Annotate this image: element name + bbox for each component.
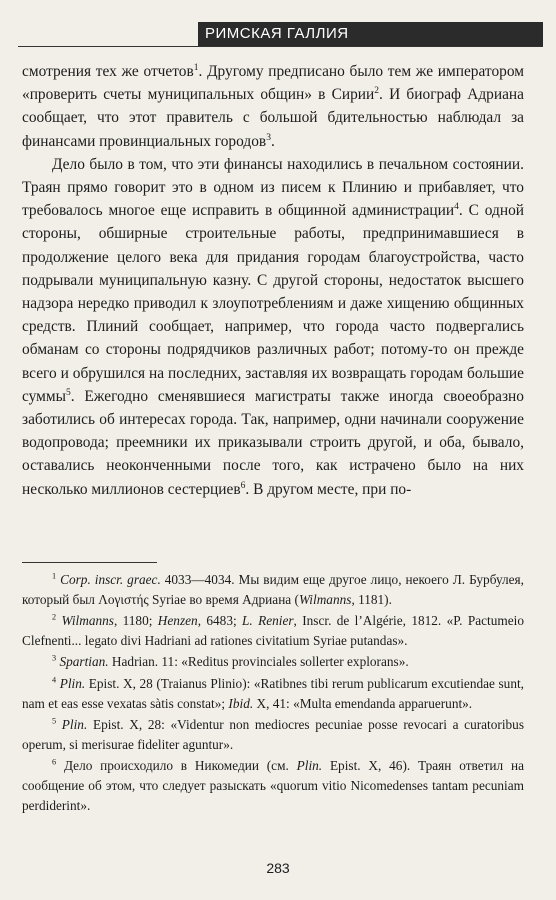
- text-run: . Ежегодно сменявшиеся магистраты также иногда своеобразно заботились об интересах города. Так, например, одни начинали сооружение водопровода; преемники их приказывали строить другой, и оба, бывало, оставались неоконченными после того, как истрачено было на них несколько миллионов сестерциев: [22, 387, 524, 498]
- footnote-citation: Henzen: [157, 613, 198, 629]
- footnote-citation: Corp. inscr. graec.: [60, 572, 161, 587]
- footnote-citation: Wilmanns: [61, 613, 114, 629]
- main-text: [22, 60, 524, 501]
- text-run: . С одной стороны, обширные строительные работы, предпринимавшиеся в продолжение целого века для придания городам благоустройства, часто подрывали муниципальную казну. С другой стороны, недостаток высшего надзора нередко приводил к злоупотреблениям и даже хищению общинных средств. Плиний сообщает, например, что города часто подвергались обманам со стороны подрядчиков различных работ; потому-то он прежде всего и обрушился на последних, заставляя их возвращать городам большие суммы: [22, 202, 524, 405]
- footnote: [22, 570, 524, 609]
- header-rule: [18, 46, 543, 47]
- footnote-number: 2: [52, 612, 57, 622]
- footnote-text: 4033—4034. Мы видим еще другое лицо, некоего Л. Бурбулея, который был Λογιστής Syriae во время Адриана (: [22, 572, 524, 607]
- footnote: [22, 652, 524, 672]
- footnote-ref: 6: [240, 479, 246, 491]
- footnote-ref: 4: [454, 201, 459, 213]
- footnote-number: 6: [52, 757, 57, 767]
- footnote-citation: Plin.: [296, 758, 323, 774]
- text-run: . В другом месте, при по-: [245, 480, 412, 498]
- text-run: .: [270, 132, 275, 150]
- footnote-ref: 5: [65, 386, 71, 398]
- footnote-ref: 3: [266, 131, 271, 143]
- paragraph-1: [22, 60, 524, 153]
- footnote-text: Hadrian. 11: «Reditus provinciales sollerter explorans».: [108, 654, 409, 670]
- footnote-text: , 1181).: [351, 591, 392, 607]
- footnote-text: , 1180;: [113, 613, 158, 629]
- footnote-number: 1: [52, 571, 57, 581]
- footnote-citation: Plin.: [59, 675, 86, 691]
- footnote-text: Дело происходило в Никомедии (см.: [63, 758, 297, 774]
- footnote-separator: [22, 562, 157, 563]
- paragraph-2: [22, 153, 524, 501]
- footnote-number: 5: [52, 716, 57, 726]
- running-header-title: РИМСКАЯ ГАЛЛИЯ: [205, 25, 349, 42]
- footnote-ref: 1: [193, 61, 199, 73]
- footnote-citation: Spartian.: [59, 654, 109, 670]
- footnote: [22, 756, 524, 815]
- footnote: [22, 611, 524, 650]
- footnote-number: 3: [52, 653, 57, 663]
- footnotes: [22, 570, 524, 817]
- footnote-citation: Ibid.: [228, 695, 254, 711]
- text-run: смотрения тех же отчетов: [22, 63, 194, 80]
- footnote-text: Epist. X, 46). Траян ответил на сообщение об этом, что следует разыскать «quorum vitio Nicomedenses tantam pecuniam perdiderint».: [22, 758, 524, 813]
- footnote-ref: 2: [374, 85, 380, 97]
- footnote: [22, 715, 524, 754]
- footnote-citation: L. Renier: [242, 613, 294, 629]
- footnote-text: Epist. X, 28 (Traianus Plinio): «Ratibnes tibi rerum publicarum excutiendae sunt, nam et eas esse vexatas sàtis constat»;: [22, 675, 524, 711]
- text-run: . Другому предписано было тем же императором «проверить счеты муниципальных общин» в Сирии: [22, 63, 524, 104]
- footnote-citation: Plin.: [61, 717, 88, 733]
- footnote-citation: Wilmanns: [298, 591, 352, 607]
- footnote-text: Epist. X, 28: «Videntur non mediocres pecuniae posse revocari a curatoribus operum, si merisurae fideliter aguntur».: [22, 717, 524, 752]
- footnote-text: , Inscr. de l’Algérie, 1812. «P. Pactumeio Clefnenti... legato divi Hadriani ad rationes civitatium Syriae putandas».: [22, 613, 524, 648]
- footnote-number: 4: [52, 675, 57, 685]
- text-run: Дело было в том, что эти финансы находились в печальном состоянии. Траян прямо говорит это в одном из писем к Плинию и прибавляет, что требовалось многое еще исправить в общинной администрации: [22, 155, 524, 220]
- text-run: . И биограф Адриана сообщает, что этот правитель с большой бдительностью наблюдал за финансами провинциальных городов: [22, 86, 524, 150]
- footnote-text: X, 41: «Multa emendanda apparuerunt».: [253, 695, 473, 711]
- footnote: [22, 674, 524, 713]
- footnote-text: , 6483;: [197, 613, 243, 629]
- page-number: 283: [266, 860, 290, 876]
